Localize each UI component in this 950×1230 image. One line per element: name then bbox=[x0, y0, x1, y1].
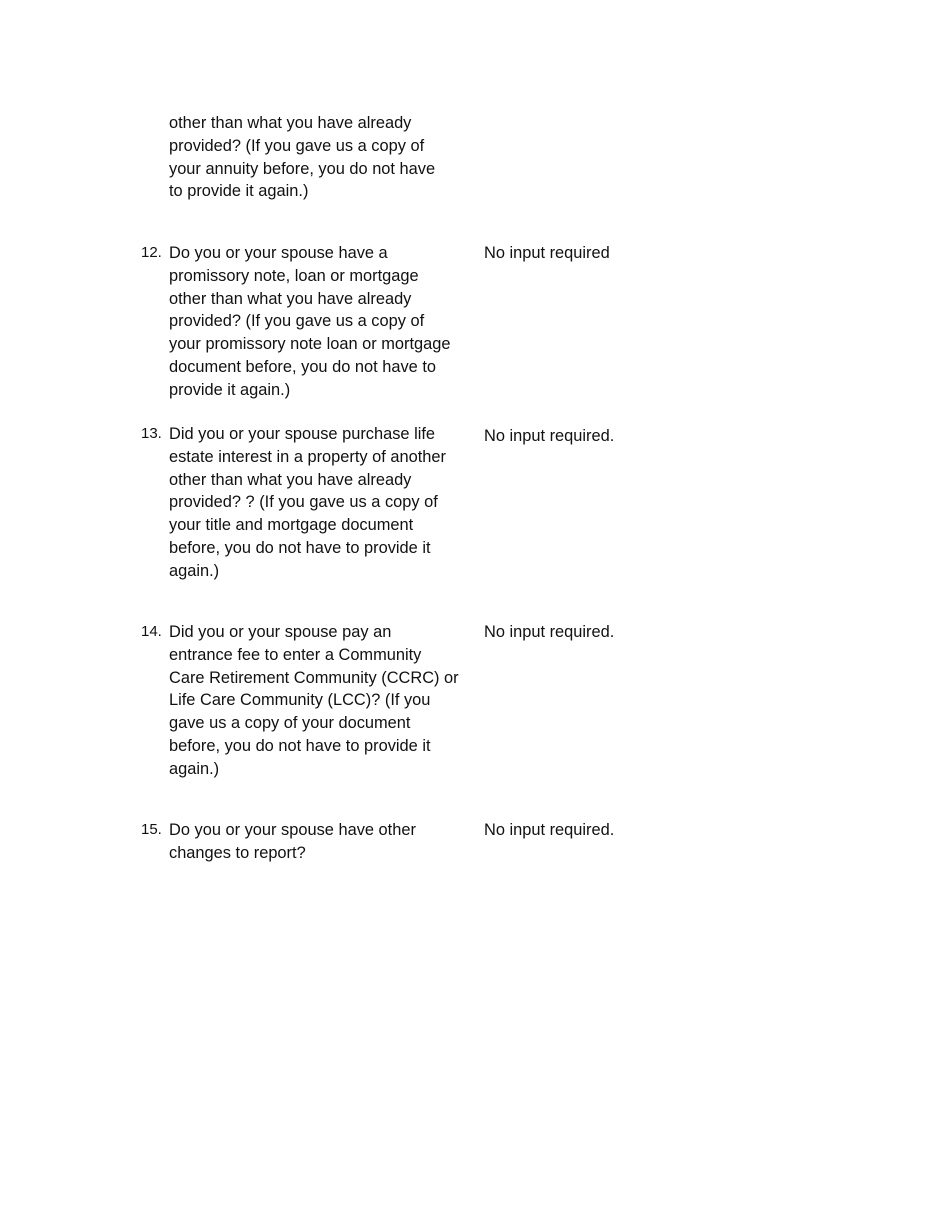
question-number: 14. bbox=[141, 623, 162, 640]
question-text: Do you or your spouse have other changes to report? bbox=[169, 821, 416, 862]
question-answer: No input required bbox=[484, 244, 610, 262]
question-text: Did you or your spouse purchase life estate interest in a property of another other than what you have already provided? ? (If you gave us a copy of your title and mortgage document before, you do not have to provide it again.) bbox=[169, 425, 446, 580]
continuation-text: other than what you have already provided? (If you gave us a copy of your annuity before, you do not have to provide it again.) bbox=[169, 114, 436, 201]
question-number: 13. bbox=[141, 425, 162, 442]
question-text: Do you or your spouse have a promissory note, loan or mortgage other than what you have already provided? (If you gave us a copy of your promissory note loan or mortgage document before, you do not have to provide it again.) bbox=[169, 244, 451, 399]
question-answer: No input required. bbox=[484, 623, 615, 641]
question-answer: No input required. bbox=[484, 821, 615, 839]
question-number: 15. bbox=[141, 821, 162, 838]
question-text: Did you or your spouse pay an entrance fee to enter a Community Care Retirement Community (CCRC) or Life Care Community (LCC)? (If you gave us a copy of your document before, you do not have to provide it again.) bbox=[169, 623, 459, 778]
question-answer: No input required. bbox=[484, 427, 615, 445]
question-number: 12. bbox=[141, 244, 162, 261]
